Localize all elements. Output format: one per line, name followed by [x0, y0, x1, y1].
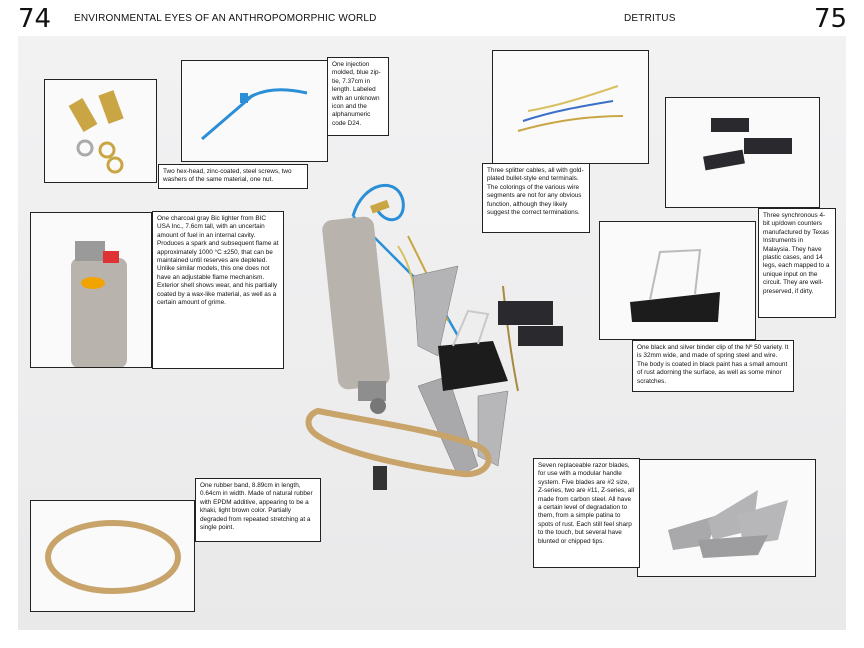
- binder-clip-caption: One black and silver binder clip of the Nº 50 variety. It is 32mm wide, and made of spring steel and wire. The body is coated in black paint has a small amount of rust adorning the surface, as well as some minor scratches.: [632, 340, 794, 392]
- razor-blades-illustration: [638, 460, 816, 577]
- counters-caption: Three synchronous 4-bit up/down counters manufactured by Texas Instruments in Malaysia. They have plastic cases, and 14 legs, each mapped to a unique input on the circuit. They are well-preserved, if dirty.: [758, 208, 836, 318]
- left-page-number: 74: [18, 4, 52, 34]
- binder-clip-illustration: [600, 222, 756, 340]
- cables-photo: [492, 50, 649, 164]
- lighter-caption: One charcoal gray Bic lighter from BIC USA Inc., 7.6cm tall, with an uncertain amount of fuel in an internal cavity. Produces a spark and subsequent flame at approximately 1000 °C ±250, that can be maintained until reserves are depleted. Unlike similar models, this one does not have an adjustable flame mechanism. Exterior shell shows wear, and his partially coated by a wax-like material, as well as a certain amount of grime.: [152, 211, 284, 369]
- right-page-number: 75: [814, 4, 848, 34]
- rubber-band-photo: [30, 500, 195, 612]
- screws-photo: [44, 79, 157, 183]
- lighter-photo: [30, 212, 152, 368]
- razor-blades-photo: [637, 459, 816, 577]
- screws-illustration: [45, 80, 157, 183]
- binder-clip-photo: [599, 221, 756, 340]
- cables-caption: Three splitter cables, all with gold-plated bullet-style end terminals. The colorings of the various wire segments are not for any obvious function, although they likely suggest the correct terminations.: [482, 163, 590, 233]
- left-running-title: ENVIRONMENTAL EYES OF AN ANTHROPOMORPHIC WORLD: [74, 13, 377, 24]
- right-running-title: DETRITUS: [624, 13, 676, 24]
- counters-illustration: [666, 98, 820, 208]
- razor-blades-caption: Seven replaceable razor blades, for use with a modular handle system. Five blades are #2 size, Z-series, two are #11, Z-series, all made from carbon steel. All have a certain level of degradation to them, from a simple patina to spots of rust. Each still feel sharp to the touch, but several have blunted or chipped tips.: [533, 458, 640, 568]
- counters-photo: [665, 97, 820, 208]
- zip-tie-photo: [181, 60, 328, 162]
- rubber-band-caption: One rubber band, 8.89cm in length, 0.64cm in width. Made of natural rubber with EPDM additive, appearing to be a khaki, light brown color. Partially degraded from repeated stretching at a single point.: [195, 478, 321, 542]
- rubber-band-illustration: [31, 501, 195, 612]
- screws-caption: Two hex-head, zinc-coated, steel screws, two washers of the same material, one nut.: [158, 164, 308, 189]
- zip-tie-illustration: [182, 61, 328, 162]
- cables-illustration: [493, 51, 649, 164]
- zip-tie-caption: One injection molded, blue zip-tie, 7.37cm in length. Labeled with an unknown icon and the alphanumeric code D24.: [327, 57, 389, 136]
- lighter-illustration: [31, 213, 152, 368]
